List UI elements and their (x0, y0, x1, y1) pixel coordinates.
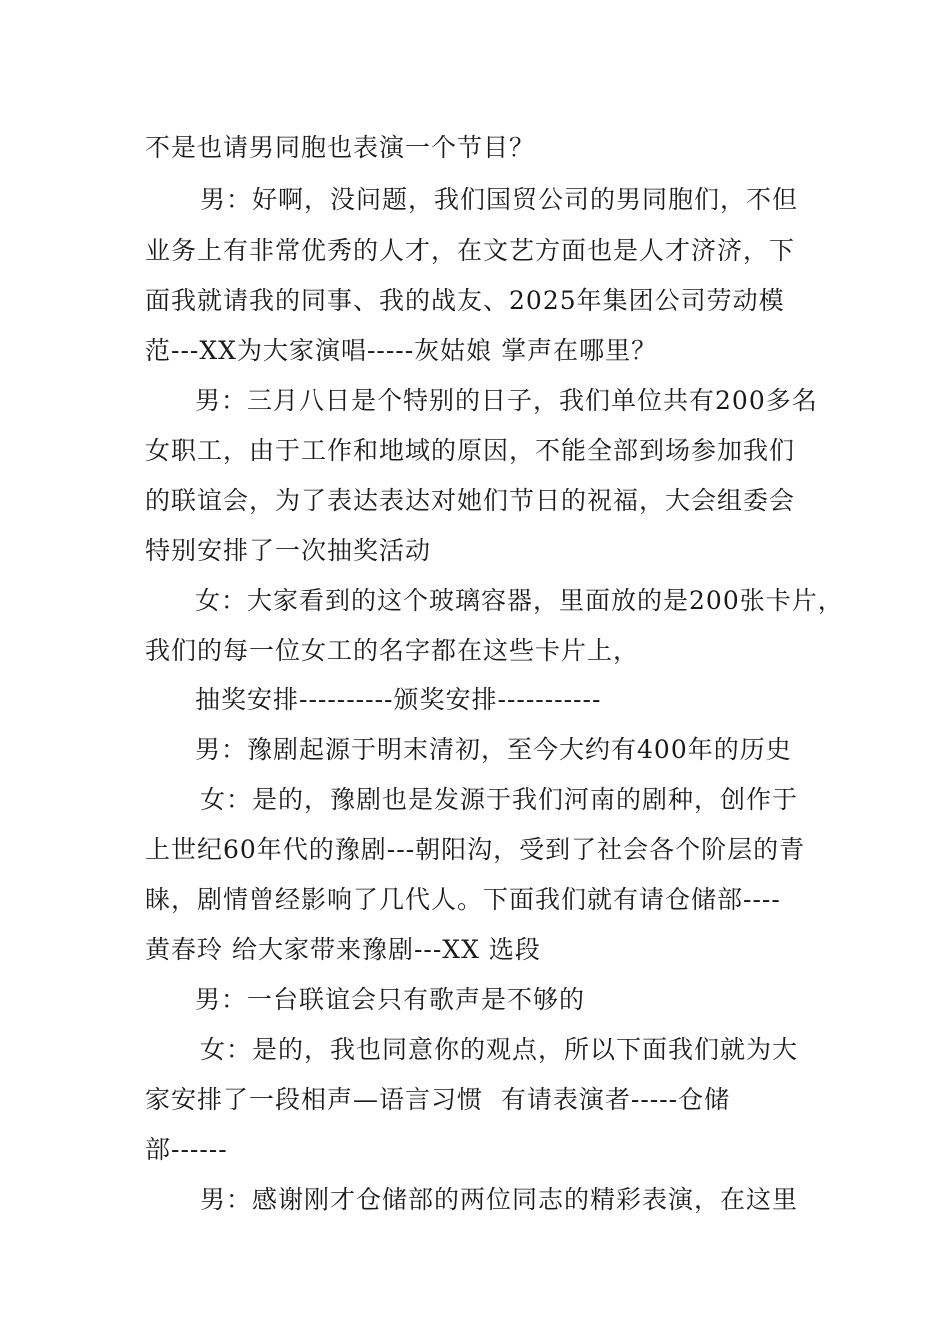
text-line-2: 男：好啊，没问题，我们国贸公司的男同胞们，不但 (200, 185, 799, 214)
text-line-3: 业务上有非常优秀的人才，在文艺方面也是人才济济，下 (145, 236, 796, 265)
text-line-7: 女职工，由于工作和地域的原因，不能全部到场参加我们 (145, 436, 796, 465)
text-line-9: 特别安排了一次抽奖活动 (145, 536, 432, 565)
text-line-5: 范---XX为大家演唱-----灰姑娘 掌声在哪里？ (145, 336, 658, 365)
text-line-10: 女：大家看到的这个玻璃容器，里面放的是200张卡片， (195, 586, 844, 615)
text-line-18: 男：一台联谊会只有歌声是不够的 (195, 985, 586, 1014)
text-line-12: 抽奖安排----------颁奖安排----------- (195, 685, 602, 714)
text-line-13: 男：豫剧起源于明末清初，至今大约有400年的历史 (195, 735, 792, 764)
text-line-14: 女：是的，豫剧也是发源于我们河南的剧种，创作于 (200, 785, 799, 814)
text-line-1: 不是也请男同胞也表演一个节目？ (145, 133, 536, 162)
text-line-16: 睐，剧情曾经影响了几代人。下面我们就有请仓储部---- (145, 885, 781, 914)
text-line-15: 上世纪60年代的豫剧---朝阳沟，受到了社会各个阶层的青 (145, 835, 806, 864)
text-line-4: 面我就请我的同事、我的战友、2025年集团公司劳动模 (145, 286, 785, 315)
text-line-22: 男：感谢刚才仓储部的两位同志的精彩表演，在这里 (200, 1185, 799, 1214)
text-line-11: 我们的每一位女工的名字都在这些卡片上， (145, 636, 640, 665)
text-line-17: 黄春玲 给大家带来豫剧---XX 选段 (145, 935, 541, 964)
text-line-21: 部------ (145, 1135, 228, 1164)
text-line-8: 的联谊会，为了表达表达对她们节日的祝福，大会组委会 (145, 486, 796, 515)
text-line-6: 男：三月八日是个特别的日子，我们单位共有200多名 (195, 386, 818, 415)
text-line-19: 女：是的，我也同意你的观点，所以下面我们就为大 (200, 1035, 799, 1064)
text-line-20: 家安排了一段相声—语言习惯 有请表演者-----仓储 (145, 1085, 731, 1114)
